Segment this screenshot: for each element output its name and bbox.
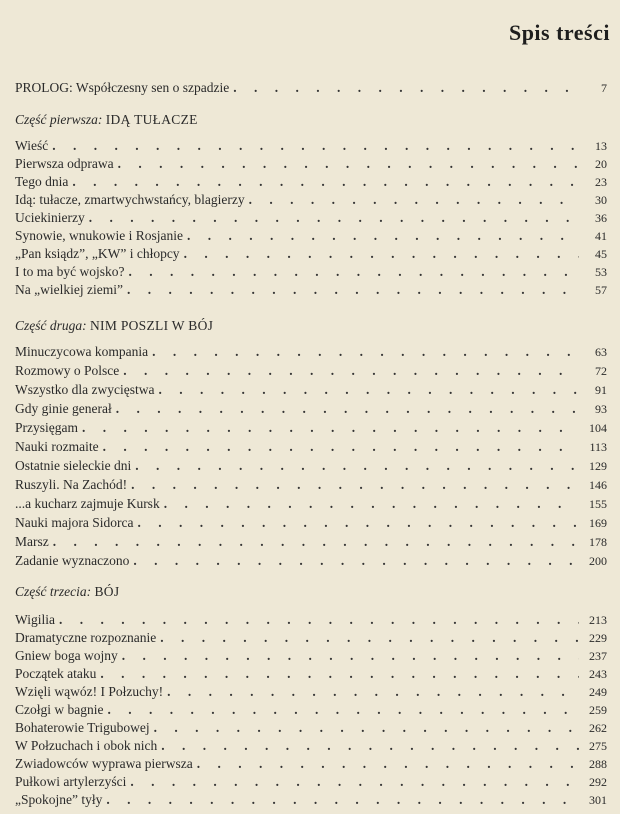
dot-leader <box>184 246 579 262</box>
section-heading-part-3 <box>15 584 119 600</box>
dot-leader <box>135 458 579 474</box>
entry-title: Gdy ginie generał <box>15 401 112 416</box>
entry-title: Synowie, wnukowie i Rosjanie <box>15 228 183 243</box>
entry-title: Dramatyczne rozpoznanie <box>15 630 157 645</box>
dot-leader <box>89 210 579 226</box>
section-title: IDĄ TUŁACZE <box>105 112 198 127</box>
entry-page: 20 <box>595 157 607 171</box>
toc-entry <box>15 420 607 438</box>
toc-entry <box>15 192 607 210</box>
dot-leader <box>131 477 579 493</box>
dot-leader <box>100 666 579 682</box>
dot-leader <box>197 756 579 772</box>
toc-entry <box>15 612 607 630</box>
toc-entry <box>15 156 607 174</box>
toc-entry <box>15 648 607 666</box>
dot-leader <box>137 515 579 531</box>
entry-page: 243 <box>589 667 607 681</box>
toc-entry <box>15 477 607 495</box>
entry-title: Wszystko dla zwycięstwa <box>15 382 155 397</box>
entry-page: 249 <box>589 685 607 699</box>
entry-page: 200 <box>589 554 607 568</box>
dot-leader <box>116 401 579 417</box>
toc-entry <box>15 630 607 648</box>
dot-leader <box>164 496 579 512</box>
entry-title: Bohaterowie Trigubowej <box>15 720 150 735</box>
toc-entry <box>15 344 607 362</box>
entry-page: 36 <box>595 211 607 225</box>
dot-leader <box>107 702 579 718</box>
entry-page: 91 <box>595 383 607 397</box>
entry-page: 288 <box>589 757 607 771</box>
dot-leader <box>128 264 579 280</box>
dot-leader <box>82 420 579 436</box>
toc-entry <box>15 702 607 720</box>
section-heading-part-2 <box>15 318 213 334</box>
toc-entry <box>15 401 607 419</box>
dot-leader <box>130 774 579 790</box>
toc-entry <box>15 756 607 774</box>
entry-page: 113 <box>589 440 607 454</box>
toc-entry <box>15 515 607 533</box>
dot-leader <box>103 439 579 455</box>
toc-entry <box>15 264 607 282</box>
entry-title: I to ma być wojsko? <box>15 264 125 279</box>
toc-entry <box>15 210 607 228</box>
entry-page: 93 <box>595 402 607 416</box>
entry-title: Wigilia <box>15 612 55 627</box>
entry-title: Przysięgam <box>15 420 78 435</box>
section-label: Część druga: <box>15 318 87 333</box>
entry-title: Minuczycowa kompania <box>15 344 149 359</box>
entry-page: 178 <box>589 535 607 549</box>
toc-entry <box>15 282 607 300</box>
entry-title: Wieść <box>15 138 49 153</box>
entry-page: 146 <box>589 478 607 492</box>
entry-page: 237 <box>589 649 607 663</box>
section-title: NIM POSZLI W BÓJ <box>90 318 214 333</box>
toc-entry-prolog <box>15 80 607 98</box>
dot-leader <box>249 192 579 208</box>
section-label: Część pierwsza: <box>15 112 103 127</box>
entry-title: Nauki rozmaite <box>15 439 99 454</box>
toc-entry <box>15 553 607 571</box>
entry-title: Na „wielkiej ziemi” <box>15 282 123 297</box>
page-title: Spis treści <box>508 20 610 45</box>
entry-page: 155 <box>589 497 607 511</box>
entry-page: 63 <box>595 345 607 359</box>
entry-title: W Połzuchach i obok nich <box>15 738 158 753</box>
toc-entry <box>15 738 607 756</box>
dot-leader <box>158 382 579 398</box>
entry-title: Wzięli wąwóz! I Połzuchy! <box>15 684 164 699</box>
section-label: Część trzecia: <box>15 584 92 599</box>
entry-page: 30 <box>595 193 607 207</box>
dot-leader <box>52 138 579 154</box>
entry-page: 129 <box>589 459 607 473</box>
toc-entry <box>15 792 607 810</box>
entry-title: Rozmowy o Polsce <box>15 363 120 378</box>
entry-title: Ostatnie sieleckie dni <box>15 458 132 473</box>
entry-title: Marsz <box>15 534 49 549</box>
entry-page: 41 <box>595 229 607 243</box>
dot-leader <box>161 738 579 754</box>
entry-page: 23 <box>595 175 607 189</box>
entry-page: 275 <box>589 739 607 753</box>
entry-page: 259 <box>589 703 607 717</box>
dot-leader <box>133 553 579 569</box>
dot-leader <box>59 612 579 628</box>
toc-entry <box>15 458 607 476</box>
toc-entry <box>15 720 607 738</box>
toc-entry <box>15 774 607 792</box>
entry-title: „Spokojne” tyły <box>15 792 103 807</box>
toc-entry <box>15 246 607 264</box>
entry-page: 13 <box>595 139 607 153</box>
dot-leader <box>118 156 579 172</box>
entry-page: 213 <box>589 613 607 627</box>
dot-leader <box>233 80 579 96</box>
section-title: BÓJ <box>94 584 120 599</box>
entry-title: Pułkowi artylerzyści <box>15 774 127 789</box>
dot-leader <box>122 648 579 664</box>
dot-leader <box>187 228 579 244</box>
entry-page: 262 <box>589 721 607 735</box>
entry-page: 7 <box>601 81 607 95</box>
entry-page: 169 <box>589 516 607 530</box>
toc-entry <box>15 363 607 381</box>
dot-leader <box>106 792 579 808</box>
entry-title: Uciekinierzy <box>15 210 85 225</box>
entry-page: 57 <box>595 283 607 297</box>
toc-entry <box>15 439 607 457</box>
entry-title: Zwiadowców wyprawa pierwsza <box>15 756 193 771</box>
toc-entry <box>15 496 607 514</box>
entry-title: ...a kucharz zajmuje Kursk <box>15 496 160 511</box>
toc-entry <box>15 228 607 246</box>
toc-entry <box>15 138 607 156</box>
entry-page: 229 <box>589 631 607 645</box>
toc-entry <box>15 174 607 192</box>
entry-page: 292 <box>589 775 607 789</box>
entry-title: Zadanie wyznaczono <box>15 553 130 568</box>
entry-title: Czołgi w bagnie <box>15 702 104 717</box>
entry-title: Początek ataku <box>15 666 97 681</box>
entry-title: Nauki majora Sidorca <box>15 515 134 530</box>
entry-title: Tego dnia <box>15 174 69 189</box>
toc-entry <box>15 534 607 552</box>
dot-leader <box>127 282 579 298</box>
dot-leader <box>160 630 579 646</box>
dot-leader <box>167 684 579 700</box>
entry-title: Pierwsza odprawa <box>15 156 114 171</box>
entry-title: PROLOG: Współczesny sen o szpadzie <box>15 80 230 95</box>
entry-page: 301 <box>589 793 607 807</box>
entry-page: 53 <box>595 265 607 279</box>
entry-page: 72 <box>595 364 607 378</box>
entry-title: Ruszyli. Na Zachód! <box>15 477 128 492</box>
dot-leader <box>123 363 579 379</box>
dot-leader <box>154 720 579 736</box>
toc-entry <box>15 666 607 684</box>
dot-leader <box>72 174 579 190</box>
entry-page: 104 <box>589 421 607 435</box>
toc-entry <box>15 382 607 400</box>
section-heading-part-1 <box>15 112 198 128</box>
entry-page: 45 <box>595 247 607 261</box>
entry-title: „Pan ksiądz”, „KW” i chłopcy <box>15 246 180 261</box>
entry-title: Idą: tułacze, zmartwychwstańcy, blagierzy <box>15 192 245 207</box>
entry-title: Gniew boga wojny <box>15 648 118 663</box>
dot-leader <box>53 534 579 550</box>
toc-entry <box>15 684 607 702</box>
dot-leader <box>152 344 579 360</box>
